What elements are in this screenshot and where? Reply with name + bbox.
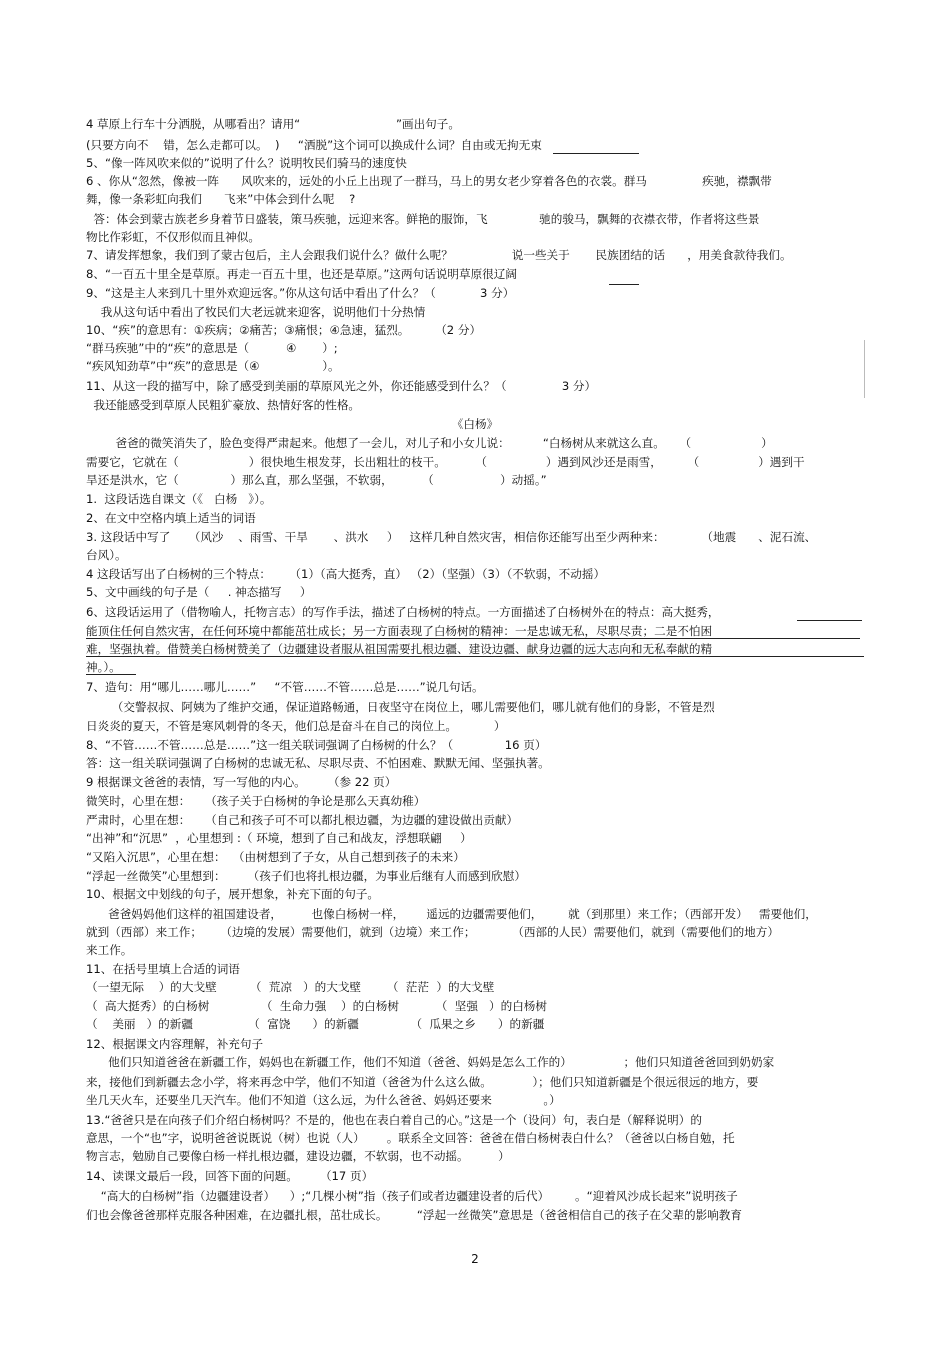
page-number: 2: [471, 1252, 479, 1266]
margin-mark: [864, 340, 865, 398]
text-line: “出神”和“沉思” ，心里想到 :（ 环境，想到了自己和战友，浮想联翩 ）: [86, 831, 472, 845]
text-line: “高大的白杨树”指（边疆建设者） ）;“几棵小树”指（孩子们或者边疆建设者的后代） 。“迎着风沙成长起来”说明孩子: [86, 1189, 738, 1203]
text-line: (只要方向不 错，怎么走都可以。 ) “洒脱”这个词可以换成什么词？自由或无拘无束: [86, 138, 542, 152]
text-line: 10、“疾”的意思有：①疾病；②痛苦；③痛恨；④急速，猛烈。 （2 分）: [86, 323, 482, 337]
text-line: 能顶住任何自然灾害，在任何环境中都能茁壮成长；另一方面表现了白杨树的精神：一是忠诚无私，尽职尽责；二是不怕困: [86, 624, 713, 638]
text-line: 他们只知道爸爸在新疆工作，妈妈也在新疆工作，他们不知道（爸爸、妈妈是怎么工作的） ；他们只知道爸爸回到奶奶家: [86, 1055, 775, 1069]
text-line: 6、这段话运用了（借物喻人，托物言志）的写作手法，描述了白杨树的特点。一方面描述了白杨树外在的特点：高大挺秀，: [86, 605, 720, 619]
text-line: “疾风知劲草”中“疾”的意思是（④ ）。: [86, 359, 340, 373]
text-line: 意思，一个“也”字，说明爸爸说既说（树）也说（人） 。联系全文回答：爸爸在借白杨树表白什么？（爸爸以白杨自勉，托: [86, 1131, 735, 1145]
text-line: （一望无际 ）的大戈壁 （ 荒凉 ）的大戈壁 （ 茫茫 ）的大戈壁: [86, 980, 495, 994]
text-line: 旱还是洪水，它（ ）那么直，那么坚强，不软弱， （ ）动摇。”: [86, 473, 547, 487]
text-line: （ 美丽 ）的新疆 （ 富饶 ）的新疆 （ 瓜果之乡 ）的新疆: [86, 1017, 545, 1031]
text-line: 7、请发挥想象，我们到了蒙古包后，主人会跟我们说什么？做什么呢？ 说一些关于 民族团结的话 ，用美食款待我们。: [86, 248, 792, 262]
text-line: 物言志，勉励自己要像白杨一样扎根边疆，建设边疆，不软弱，也不动摇。 ）: [86, 1149, 510, 1163]
text-line: 神。）。: [86, 660, 121, 674]
text-line: 4 这段话写出了白杨树的三个特点： （1）（高大挺秀，直） （2）（坚强）（3）（不软弱，不动摇）: [86, 567, 606, 581]
text-line: 1. 这段话选自课文（《 白杨 》）。: [86, 492, 272, 506]
text-line: 9 根据课文爸爸的表情，写一写他的内心。 （参 22 页）: [86, 775, 397, 789]
underline-rule: [609, 284, 639, 285]
text-line: 微笑时，心里在想： （孩子关于白杨树的争论是那么天真幼稚）: [86, 794, 426, 808]
text-line: 物比作彩虹，不仅形似而且神似。: [86, 230, 260, 244]
text-line: 们也会像爸爸那样克服各种困难，在边疆扎根，茁壮成长。 “浮起一丝微笑”意思是（爸爸相信自己的孩子在父辈的影响教育: [86, 1208, 742, 1222]
text-line: 日炎炎的夏天，不管是寒风刺骨的冬天，他们总是奋斗在自己的岗位上。 ）: [86, 719, 506, 733]
underline-rule: [86, 674, 136, 675]
text-line: 5、文中画线的句子是（ . 神态描写 ）: [86, 585, 312, 599]
text-line: 我还能感受到草原人民粗犷豪放、热情好客的性格。: [86, 398, 361, 412]
text-line: 10、根据文中划线的句子，展开想象，补充下面的句子。: [86, 887, 380, 901]
text-line: 答：这一组关联词强调了白杨树的忠诚无私、尽职尽责、不怕困难、默默无闻、坚强执著。: [86, 756, 550, 770]
text-line: 8、“一百五十里全是草原。再走一百五十里，也还是草原。”这两句话说明草原很辽阔: [86, 267, 517, 281]
text-line: 9、“这是主人来到几十里外欢迎远客。”你从这句话中看出了什么？（ 3 分）: [86, 286, 515, 300]
text-line: 严肃时，心里在想： （自己和孩子可不可以都扎根边疆，为边疆的建设做出贡献）: [86, 813, 519, 827]
text-line: “浮起一丝微笑”心里想到： （孩子们也将扎根边疆，为事业后继有人而感到欣慰）: [86, 869, 526, 883]
text-line: 11、从这一段的描写中，除了感受到美丽的草原风光之外，你还能感受到什么？（ 3 分）: [86, 379, 597, 393]
text-line: 舞，像一条彩虹向我们 飞来”中体会到什么呢 ?: [86, 192, 356, 206]
text-line: 14、读课文最后一段，回答下面的问题。 （17 页）: [86, 1169, 374, 1183]
text-line: 4 草原上行车十分洒脱，从哪看出？请用“ ”画出句子。: [86, 117, 460, 131]
text-line: 爸爸的微笑消失了，脸色变得严肃起来。他想了一会儿，对儿子和小女儿说： “白杨树从来就这么直。 （ ）: [86, 436, 773, 450]
section-title: 《白杨》: [451, 417, 499, 431]
text-line: 需要它，它就在（ ）很快地生根发芽，长出粗壮的枝干。 （ ）遇到风沙还是雨雪， （ ）遇到干: [86, 455, 805, 469]
text-line: 来工作。: [86, 943, 133, 957]
underline-rule: [86, 656, 864, 657]
text-line: 6 、你从“忽然，像被一阵 风吹来的，远处的小丘上出现了一群马，马上的男女老少穿着各色的衣裳。群马 疾驰，襟飘带: [86, 174, 772, 188]
text-line: “群马疾驰”中的“疾”的意思是（ ④ ）;: [86, 341, 338, 355]
text-line: “又陷入沉思”，心里在想： （由树想到了子女，从自己想到孩子的未来）: [86, 850, 465, 864]
text-line: （交警叔叔、阿姨为了维护交通，保证道路畅通，日夜坚守在岗位上，哪儿需要他们，哪儿就有他们的身影，不管是烈: [86, 700, 715, 714]
text-line: 2、在文中空格内填上适当的词语: [86, 511, 256, 525]
text-line: 11、在括号里填上合适的词语: [86, 962, 240, 976]
text-line: （ 高大挺秀）的白杨树 （ 生命力强 ）的白杨树 （ 坚强 ）的白杨树: [86, 999, 547, 1013]
text-line: 答：体会到蒙古族老乡身着节日盛装，策马疾驰，远迎来客。鲜艳的服饰，飞 驰的骏马，飘舞的衣襟衣带，作者将这些景: [86, 212, 760, 226]
text-line: 我从这句话中看出了牧民们大老远就来迎客，说明他们十分热情: [86, 305, 426, 319]
text-line: 难，坚强执着。借赞美白杨树赞美了（边疆建设者服从祖国需要扎根边疆、建设边疆、献身边疆的远大志向和无私奉献的精: [86, 642, 713, 656]
underline-rule: [797, 620, 862, 621]
text-line: 12、根据课文内容理解，补充句子: [86, 1037, 264, 1051]
text-line: 5、“像一阵风吹来似的”说明了什么？说明牧民们骑马的速度快: [86, 156, 407, 170]
text-line: 13.“爸爸只是在向孩子们介绍白杨树吗？不是的，他也在表白着自己的心。”这是一个（设问）句，表白是（解释说明）的: [86, 1113, 702, 1127]
underline-rule: [553, 153, 639, 154]
text-line: 来，接他们到新疆去念小学，将来再念中学，他们不知道（爸爸为什么这么做。 ）；他们只知道新疆是个很远很远的地方，要: [86, 1075, 759, 1089]
text-line: 爸爸妈妈他们这样的祖国建设者， 也像白杨树一样， 遥远的边疆需要他们， 就（到那里）来工作；（西部开发） 需要他们，: [86, 907, 817, 921]
text-line: 台风）。: [86, 548, 127, 562]
text-line: 坐几天火车，还要坐几天汽车。他们不知道（这么远，为什么爸爸、妈妈还要来 。）: [86, 1093, 561, 1107]
text-line: 8、“不管……不管……总是……”这一组关联词强调了白杨树的什么？（ 16 页）: [86, 738, 547, 752]
underline-rule: [86, 638, 860, 639]
text-line: 就到（西部）来工作； （边境的发展）需要他们，就到（边境）来工作； （西部的人民）需要他们，就到（需要他们的地方）: [86, 925, 779, 939]
text-line: 3. 这段话中写了 （风沙 、雨雪、干旱 、洪水 ） 这样几种自然灾害，相信你还能写出至少两种来： （地震 、泥石流、: [86, 530, 817, 544]
text-line: 7、造句：用“哪儿……哪儿……” “不管……不管……总是……”说几句话。: [86, 680, 484, 694]
